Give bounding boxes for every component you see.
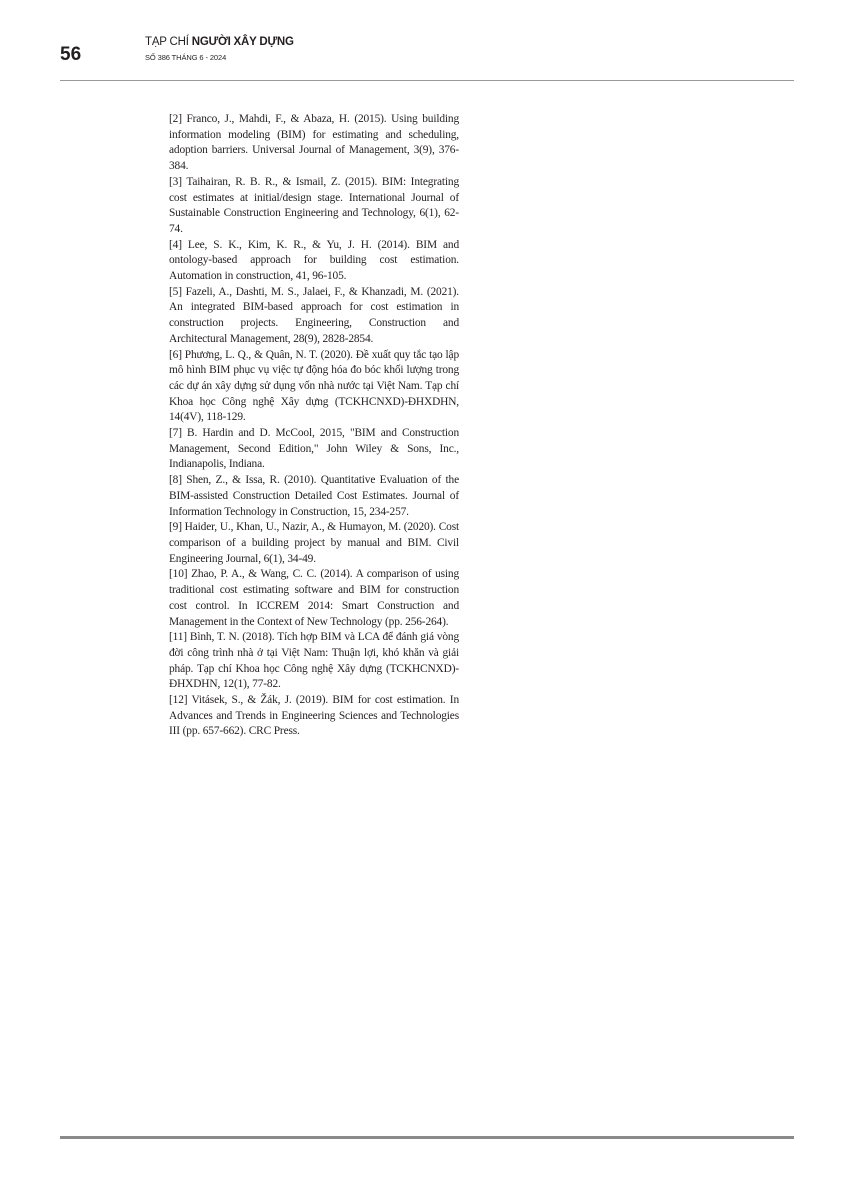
reference-item: [8] Shen, Z., & Issa, R. (2010). Quantitative Evaluation of the BIM-assisted Construction Detailed Cost Estimates. Journal of Information Technology in Construction, 15, 234-257.	[169, 474, 459, 518]
reference-item: [10] Zhao, P. A., & Wang, C. C. (2014). A comparison of using traditional cost estimating software and BIM for construction cost control. In ICCREM 2014: Smart Construction and Management in the Context of New Technology (pp. 256-264).	[169, 568, 459, 628]
journal-name	[145, 35, 294, 49]
reference-item: [4] Lee, S. K., Kim, K. R., & Yu, J. H. (2014). BIM and ontology-based approach for building cost estimation. Automation in construction, 41, 96-105.	[169, 238, 459, 283]
journal-name-prefix: TẠP CHÍ	[145, 36, 192, 48]
reference-list	[169, 112, 459, 740]
journal-name-title: NGƯỜI XÂY DỰNG	[191, 36, 294, 48]
header-divider	[60, 80, 794, 81]
reference-item: [9] Haider, U., Khan, U., Nazir, A., & Humayon, M. (2020). Cost comparison of a building project by manual and BIM. Civil Engineering Journal, 6(1), 34-49.	[169, 521, 459, 565]
reference-item: [3] Taihairan, R. B. R., & Ismail, Z. (2015). BIM: Integrating cost estimates at initial/design stage. International Journal of Sustainable Construction Engineering and Technology, 6(1), 62-74.	[169, 175, 459, 235]
reference-item: [2] Franco, J., Mahdi, F., & Abaza, H. (2015). Using building information modeling (BIM) for estimating and scheduling, adoption barriers. Universal Journal of Management, 3(9), 376-384.	[169, 113, 459, 173]
page-number: 56	[60, 44, 82, 65]
reference-item: [12] Vitásek, S., & Žák, J. (2019). BIM for cost estimation. In Advances and Trends in Engineering Sciences and Technologies III (pp. 657-662). CRC Press.	[169, 694, 459, 738]
issue-info: SỐ 386 THÁNG 6 - 2024	[145, 53, 227, 62]
reference-item: [6] Phương, L. Q., & Quân, N. T. (2020). Đề xuất quy tắc tạo lập mô hình BIM phục vụ việc tự động hóa đo bóc khối lượng trong các dự án xây dựng sử dụng vốn nhà nước tại Việt Nam. Tạp chí Khoa học Công nghệ Xây dựng (TCKHCNXD)-ĐHXDHN, 14(4V), 118-129.	[169, 348, 459, 424]
reference-item: [7] B. Hardin and D. McCool, 2015, "BIM and Construction Management, Second Edition," John Wiley & Sons, Inc., Indianapolis, Indiana.	[169, 427, 459, 471]
footer-divider	[60, 1136, 794, 1139]
reference-item: [5] Fazeli, A., Dashti, M. S., Jalaei, F., & Khanzadi, M. (2021). An integrated BIM-based approach for cost estimation in construction projects. Engineering, Construction and Architectural Management, 28(9), 2828-2854.	[169, 285, 459, 345]
reference-item: [11] Bình, T. N. (2018). Tích hợp BIM và LCA để đánh giá vòng đời công trình nhà ở tại Việt Nam: Thuận lợi, khó khăn và giải pháp. Tạp chí Khoa học Công nghệ Xây dựng (TCKHCNXD)-ĐHXDHN, 12(1), 77-82.	[169, 631, 459, 691]
